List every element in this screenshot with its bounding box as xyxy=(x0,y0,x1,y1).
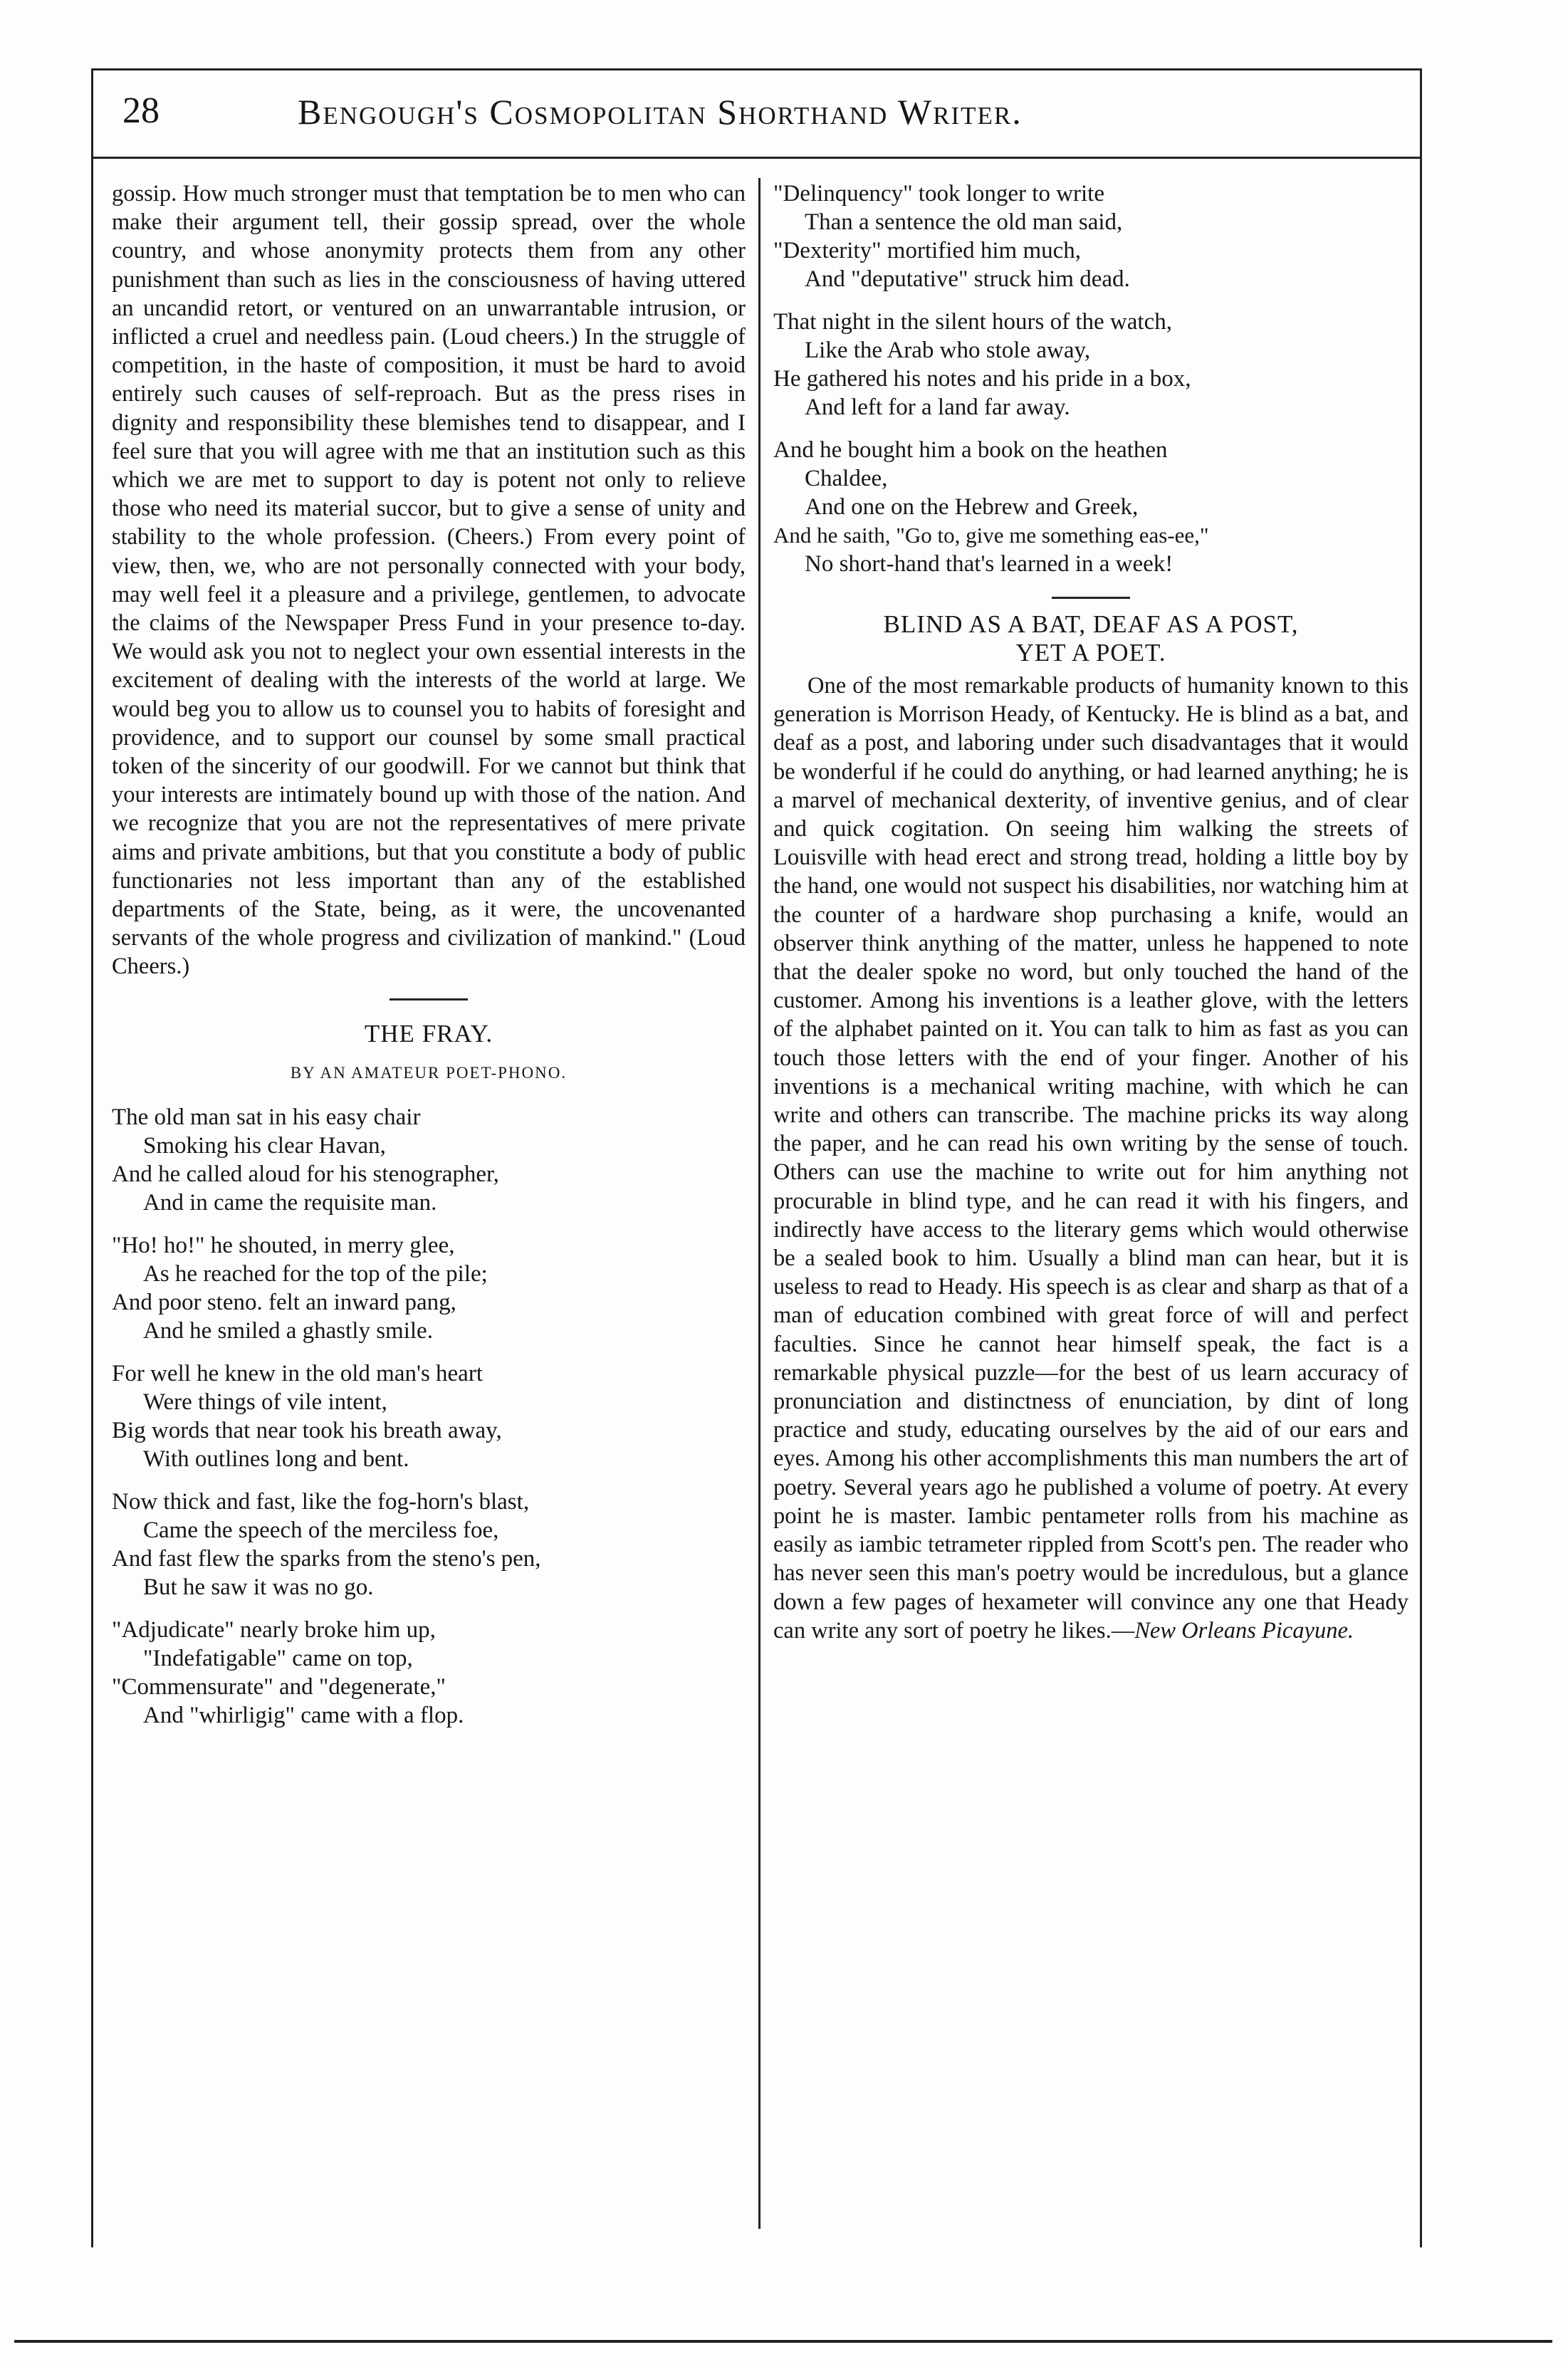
poem-stanza xyxy=(773,308,1408,422)
verse-line: And he smiled a ghastly smile. xyxy=(143,1317,433,1344)
poem-stanza xyxy=(112,1616,746,1730)
verse-line: As he reached for the top of the pile; xyxy=(143,1260,488,1287)
verse-line: And fast flew the sparks from the steno's pen, xyxy=(112,1545,541,1572)
section-separator xyxy=(1052,597,1130,599)
right-column xyxy=(773,179,1408,1645)
article-body xyxy=(773,672,1408,1645)
verse-line: He gathered his notes and his pride in a box, xyxy=(773,366,1191,392)
header-rule xyxy=(91,157,1422,159)
verse-line: And in came the requisite man. xyxy=(143,1189,437,1216)
left-column xyxy=(112,179,746,1744)
article-title-line: BLIND AS A BAT, DEAF AS A POST, xyxy=(883,610,1299,638)
article-text: One of the most remarkable products of humanity known to this generation is Morrison Heady, of Kentucky. He is blind as a bat, and deaf as a post, and laboring under such disadvantages that it would be wonderful if he could do anything, or had learned anything; he is a marvel of mechanical dexterity, of inventive genius, and of clear and quick cogitation. On seeing him walking the streets of Louisville with head erect and strong tread, holding a little boy by the hand, one would not suspect his disabilities, nor watching him at the counter of a hardware shop purchasing a knife, would an observer think anything of the matter, unless he happened to note that the dealer spoke no word, but only touched the hand of the customer. Among his inventions is a leather glove, with the letters of the alphabet painted on it. You can talk to him as fast as you can touch those letters with the end of your finger. Another of his inventions is a mechanical writing machine, with which he can write and others can transcribe. The machine pricks its way along the paper, and he can read his own writing by the sense of touch. Others can use the machine to write out for him anything not procurable in blind type, and he can read it with his fingers, and indirectly have access to the literary gems which would otherwise be a sealed book to him. Usually a blind man can hear, but it is useless to read to Heady. His speech is as clear and sharp as that of a man of education combined with great force of will and perfect faculties. Since he cannot hear himself speak, the fact is a remarkable physical puzzle—for the best of us learn accuracy of pronunciation and distinctness of enunciation, by dint of long practice and study, educating ourselves by the aid of our ears and eyes. Among his other accomplishments this man numbers the art of poetry. Several years ago he published a volume of poetry. At every point he is master. Iambic pentameter rolls from his machine as easily as iambic tetrameter rippled from Scott's pen. The reader who has never seen this man's poetry would be incredulous, but a glance down a few pages of hexameter will convince any one that Heady can write any sort of poetry he likes.— xyxy=(773,673,1408,1644)
verse-line: Were things of vile intent, xyxy=(143,1389,387,1415)
column-divider xyxy=(758,178,761,2229)
verse-line: And one on the Hebrew and Greek, xyxy=(805,494,1139,520)
verse-line: And he bought him a book on the heathen xyxy=(773,437,1168,463)
verse-line: And "deputative" struck him dead. xyxy=(805,266,1130,292)
running-title: Bengough's Cosmopolitan Shorthand Writer. xyxy=(298,92,1023,132)
verse-line: And poor steno. felt an inward pang, xyxy=(112,1289,456,1315)
article-title xyxy=(773,610,1408,667)
verse-line: "Indefatigable" came on top, xyxy=(143,1645,413,1671)
poem-stanza xyxy=(112,1359,746,1473)
verse-line: With outlines long and bent. xyxy=(143,1446,409,1472)
verse-line: "Adjudicate" nearly broke him up, xyxy=(112,1616,436,1643)
page-header xyxy=(91,84,1422,141)
verse-line: Like the Arab who stole away, xyxy=(805,338,1091,363)
verse-line: And he saith, "Go to, give me something eas-ee," xyxy=(773,523,1209,548)
verse-line: And left for a land far away. xyxy=(805,394,1070,420)
verse-line: Smoking his clear Havan, xyxy=(143,1132,386,1159)
verse-line: "Commensurate" and "degenerate," xyxy=(112,1673,446,1700)
frame-left-rule xyxy=(91,68,93,2247)
frame-top-rule xyxy=(91,68,1422,70)
verse-line: And "whirligig" came with a flop. xyxy=(143,1702,464,1728)
verse-line: But he saw it was no go. xyxy=(143,1574,374,1600)
poem-byline: BY AN AMATEUR POET-PHONO. xyxy=(290,1063,568,1082)
verse-line: Came the speech of the merciless foe, xyxy=(143,1517,499,1543)
speech-text: gossip. How much stronger must that temptation be to men who can make their argument tell, their gossip spread, over the whole country, and whose anonymity protects them from any other punishment than such as lies in the consciousness of having uttered an uncandid retort, or ventured on an unwarrantable intrusion, or inflicted a cruel and needless pain. (Loud cheers.) In the struggle of competition, in the haste of composition, it must be hard to avoid entirely such causes of self-reproach. But as the press rises in dignity and responsibility these blemishes tend to disappear, and I feel sure that you will agree with me that an institution such as this which we are met to support to day is potent not only to relieve those who need its material succor, but to give a sense of unity and stability to the whole profession. (Cheers.) From every point of view, then, we, who are not personally connected with your body, may well feel it a pleasure and a privilege, gentlemen, to advocate the claims of the Newspaper Press Fund in your presence to-day. We would ask you not to neglect your own essential interests in the excitement of dealing with the interests of the world at large. We would beg you to allow us to counsel you to habits of foresight and providence, and to support our counsel by some small practical token of the sincerity of our goodwill. For we cannot but think that your interests are intimately bound up with those of the nation. And we recognize that you are not the representatives of mere private aims and private ambitions, but that you constitute a body of public functionaries not less important than any of the established departments of the State, being, as it were, the uncovenanted servants of the whole progress and civilization of mankind." (Loud Cheers.) xyxy=(112,181,746,980)
verse-line: Big words that near took his breath away, xyxy=(112,1417,502,1443)
poem-stanza xyxy=(112,1488,746,1601)
verse-line: For well he knew in the old man's heart xyxy=(112,1360,483,1386)
poem-title: THE FRAY. xyxy=(364,1019,493,1047)
verse-line: The old man sat in his easy chair xyxy=(112,1104,421,1130)
verse-line: Now thick and fast, like the fog-horn's blast, xyxy=(112,1488,530,1515)
article-attribution: New Orleans Picayune. xyxy=(1134,1617,1354,1644)
verse-line: "Ho! ho!" he shouted, in merry glee, xyxy=(112,1232,455,1258)
bottom-rule xyxy=(14,2340,1552,2343)
verse-line: Chaldee, xyxy=(805,466,888,491)
poem-stanza xyxy=(773,436,1408,578)
verse-line: That night in the silent hours of the watch, xyxy=(773,309,1172,335)
page-number: 28 xyxy=(122,90,160,131)
verse-line: And he called aloud for his stenographer, xyxy=(112,1161,499,1187)
verse-line: "Dexterity" mortified him much, xyxy=(773,238,1082,263)
verse-line: "Delinquency" took longer to write xyxy=(773,181,1104,207)
poem-stanza xyxy=(112,1231,746,1345)
article-title-line: YET A POET. xyxy=(1015,639,1166,667)
poem-stanza xyxy=(112,1103,746,1217)
verse-line: No short-hand that's learned in a week! xyxy=(805,551,1174,577)
verse-line: Than a sentence the old man said, xyxy=(805,209,1123,235)
section-separator xyxy=(390,998,468,1000)
frame-right-rule xyxy=(1420,68,1422,2247)
poem-stanza xyxy=(773,179,1408,293)
